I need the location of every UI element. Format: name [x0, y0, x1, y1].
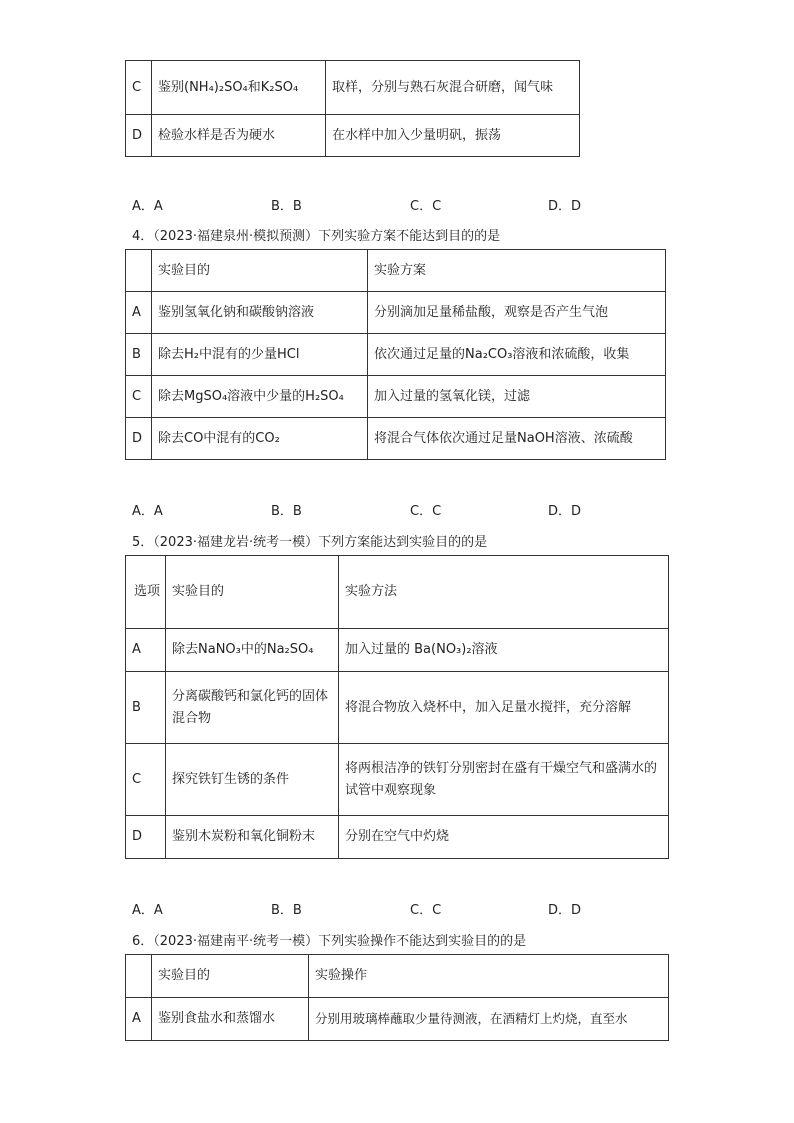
table-row [126, 629, 669, 672]
table-row [126, 61, 580, 115]
answer-option-d[interactable]: D．D [548, 504, 582, 519]
answer-option-b[interactable]: B．B [271, 504, 302, 519]
q5-table [125, 555, 669, 859]
option-label: C [126, 376, 152, 418]
answer-option-d[interactable]: D．D [548, 199, 582, 214]
option-label: B [126, 672, 166, 744]
header-purpose: 实验目的 [152, 955, 309, 998]
option-label: C [126, 744, 166, 816]
experiment-purpose: 分离碳酸钙和氯化钙的固体混合物 [166, 672, 339, 744]
option-label: D [126, 115, 152, 157]
q5-answer-options [132, 899, 692, 919]
option-label: A [126, 629, 166, 672]
table-row [126, 292, 666, 334]
experiment-method: 分别在空气中灼烧 [339, 816, 669, 859]
option-label: B [126, 334, 152, 376]
q4-table [125, 249, 666, 460]
experiment-method: 取样，分别与熟石灰混合研磨，闻气味 [326, 61, 580, 115]
experiment-method: 将混合物放入烧杯中，加入足量水搅拌，充分溶解 [339, 672, 669, 744]
table-row [126, 418, 666, 460]
option-label: D [126, 816, 166, 859]
experiment-purpose: 探究铁钉生锈的条件 [166, 744, 339, 816]
experiment-method: 依次通过足量的Na₂CO₃溶液和浓硫酸，收集 [368, 334, 666, 376]
table-row [126, 672, 669, 744]
experiment-purpose: 鉴别食盐水和蒸馏水 [152, 998, 309, 1041]
experiment-method: 将两根洁净的铁钉分别密封在盛有干燥空气和盛满水的试管中观察现象 [339, 744, 669, 816]
q6-table [125, 954, 669, 1041]
table-row [126, 816, 669, 859]
experiment-method: 加入过量的氢氧化镁，过滤 [368, 376, 666, 418]
table-header-row [126, 556, 669, 629]
table-row [126, 115, 580, 157]
option-label: A [126, 998, 152, 1041]
experiment-method: 在水样中加入少量明矾，振荡 [326, 115, 580, 157]
answer-option-c[interactable]: C．C [410, 903, 442, 918]
header-purpose: 实验目的 [152, 250, 368, 292]
table-row [126, 998, 669, 1041]
answer-option-b[interactable]: B．B [271, 903, 302, 918]
experiment-purpose: 鉴别氢氧化钠和碳酸钠溶液 [152, 292, 368, 334]
q4-answer-options [132, 500, 692, 520]
header-option: 选项 [126, 556, 166, 629]
q5-heading: 5．（2023·福建龙岩·统考一模）下列方案能达到实验目的的是 [132, 535, 488, 550]
experiment-method: 分别用玻璃棒蘸取少量待测液，在酒精灯上灼烧，直至水 [309, 998, 669, 1041]
experiment-purpose: 除去MgSO₄溶液中少量的H₂SO₄ [152, 376, 368, 418]
header-method: 实验方法 [339, 556, 669, 629]
answer-option-c[interactable]: C．C [410, 199, 442, 214]
header-method: 实验操作 [309, 955, 669, 998]
table-row [126, 334, 666, 376]
header-option [126, 955, 152, 998]
table-header-row [126, 955, 669, 998]
experiment-purpose: 除去NaNO₃中的Na₂SO₄ [166, 629, 339, 672]
option-label: C [126, 61, 152, 115]
experiment-method: 加入过量的 Ba(NO₃)₂溶液 [339, 629, 669, 672]
option-label: D [126, 418, 152, 460]
q4-heading: 4．（2023·福建泉州·模拟预测）下列实验方案不能达到目的的是 [132, 229, 501, 244]
experiment-purpose: 鉴别木炭粉和氧化铜粉末 [166, 816, 339, 859]
header-purpose: 实验目的 [166, 556, 339, 629]
table-header-row [126, 250, 666, 292]
option-label: A [126, 292, 152, 334]
q6-heading: 6．（2023·福建南平·统考一模）下列实验操作不能达到实验目的的是 [132, 934, 527, 949]
experiment-purpose: 除去CO中混有的CO₂ [152, 418, 368, 460]
experiment-method: 将混合气体依次通过足量NaOH溶液、浓硫酸 [368, 418, 666, 460]
experiment-purpose: 鉴别(NH₄)₂SO₄和K₂SO₄ [152, 61, 326, 115]
q3-table [125, 60, 580, 157]
experiment-method: 分别滴加足量稀盐酸，观察是否产生气泡 [368, 292, 666, 334]
experiment-purpose: 检验水样是否为硬水 [152, 115, 326, 157]
header-method: 实验方案 [368, 250, 666, 292]
answer-option-a[interactable]: A．A [132, 199, 163, 214]
answer-option-d[interactable]: D．D [548, 903, 582, 918]
header-option [126, 250, 152, 292]
experiment-purpose: 除去H₂中混有的少量HCl [152, 334, 368, 376]
answer-option-a[interactable]: A．A [132, 903, 163, 918]
q3-answer-options [132, 195, 692, 215]
answer-option-b[interactable]: B．B [271, 199, 302, 214]
table-row [126, 744, 669, 816]
answer-option-c[interactable]: C．C [410, 504, 442, 519]
answer-option-a[interactable]: A．A [132, 504, 163, 519]
table-row [126, 376, 666, 418]
